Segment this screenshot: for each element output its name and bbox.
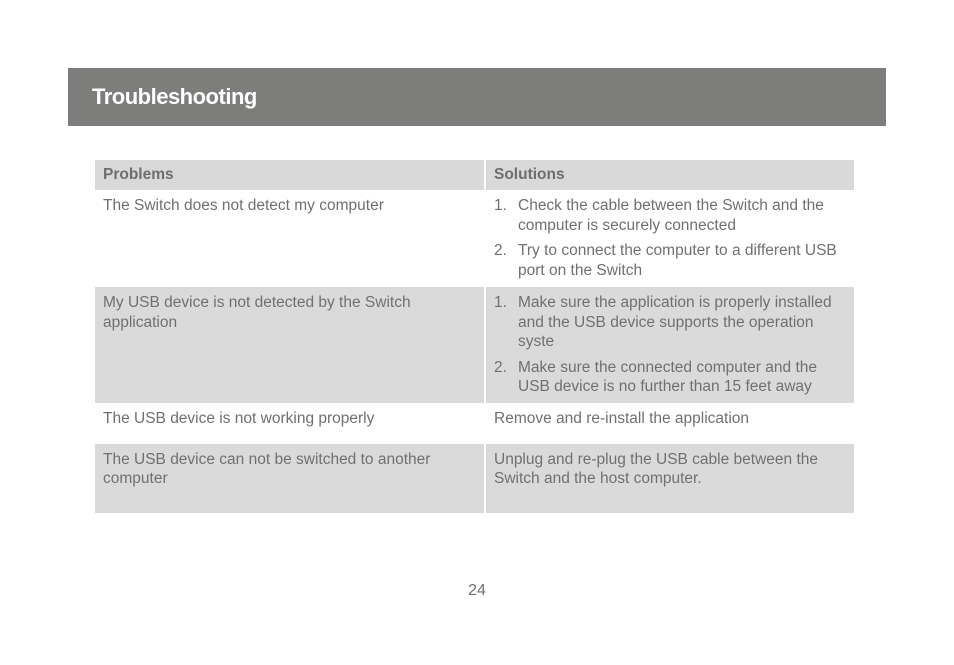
step-number: 2. [494,242,507,259]
column-header-problems: Problems [95,160,485,190]
step-number: 1. [494,294,507,311]
table-row [95,403,854,444]
page-title: Troubleshooting [92,84,257,109]
troubleshooting-table [95,160,854,513]
page-number: 24 [468,582,486,599]
table-row [95,287,854,403]
column-header-solutions: Solutions [485,160,854,190]
section-banner [68,68,886,126]
step-number: 1. [494,197,507,214]
step-number: 2. [494,358,507,376]
solution-cell: Unplug and re-plug the USB cable between the Switch and the host computer. [485,444,854,513]
problem-cell: The Switch does not detect my computer [103,197,384,214]
solution-list [494,196,846,280]
table-row [95,444,854,513]
table-row [95,190,854,287]
step-text: Make sure the application is properly installed and the USB device supports the operation syste [518,294,832,350]
problem-cell: My USB device is not detected by the Switch application [95,287,485,403]
step-text: Try to connect the computer to a different USB port on the Switch [518,242,837,279]
table-header-row [95,160,854,190]
solution-cell [485,190,854,287]
solution-step [494,196,846,235]
problem-cell: The USB device is not working properly [103,409,375,427]
solution-step [494,358,846,397]
solution-step [494,241,846,280]
problem-cell: The USB device can not be switched to another computer [95,444,485,513]
solution-cell [485,287,854,403]
step-text: Make sure the connected computer and the USB device is no further than 15 feet away [518,358,817,395]
solution-cell: Remove and re-install the application [485,403,854,444]
solution-list [494,293,846,397]
step-text: Check the cable between the Switch and the computer is securely connected [518,197,824,234]
solution-step [494,293,846,352]
